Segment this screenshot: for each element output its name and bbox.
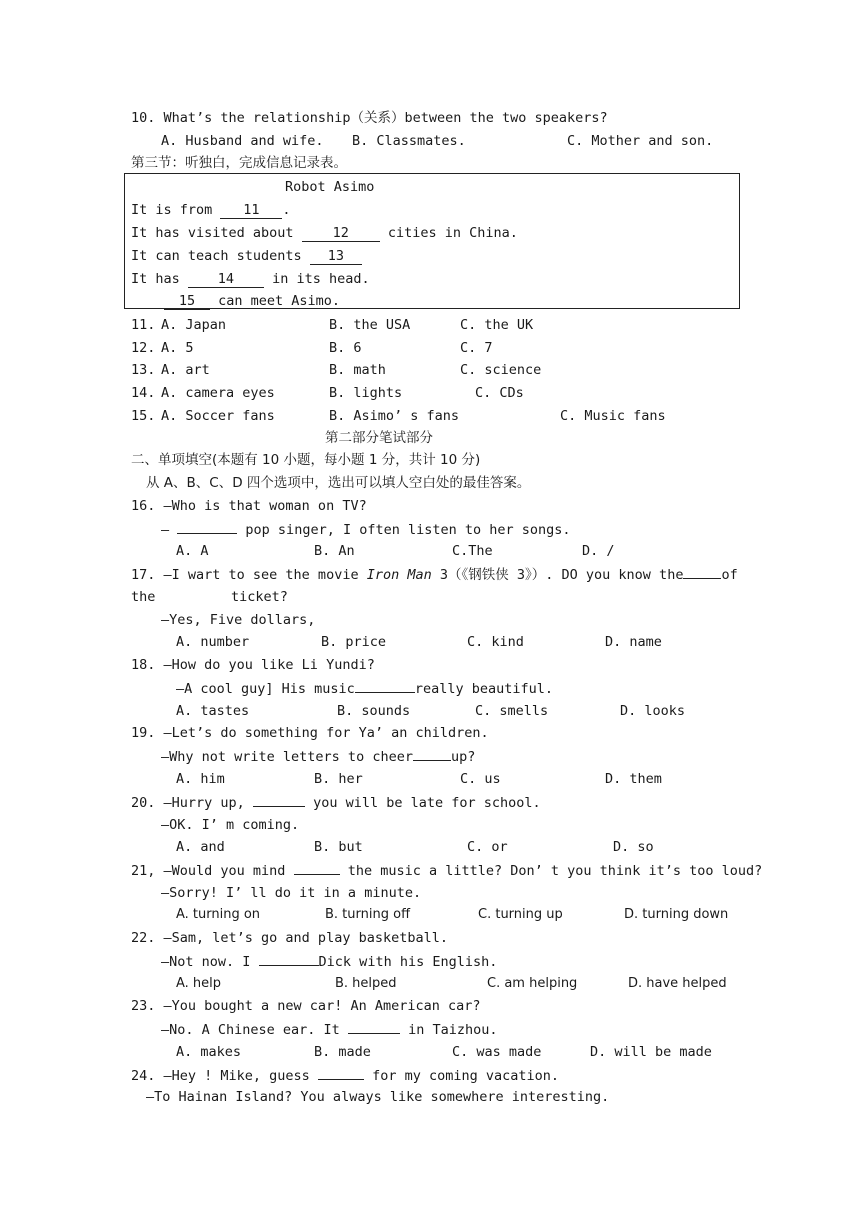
q22-option-a: A. help — [176, 976, 222, 991]
answer-option-a: A. Soccer fans — [161, 408, 275, 424]
q18-option-a: A. tastes — [176, 703, 250, 719]
q16-blank — [177, 521, 237, 534]
q22-line2: —Not now. I Dick with his English. — [161, 954, 498, 970]
q24-blank — [318, 1067, 364, 1080]
q17-line3: —Yes, Five dollars, — [161, 612, 316, 628]
q19-stem: 19. —Let’s do something for Ya’ an children. — [131, 725, 489, 741]
info-row-5: 15 can meet Asimo. — [164, 293, 340, 310]
q18-option-b: B. sounds — [337, 703, 411, 719]
q21-option-a: A. turning on — [176, 907, 261, 922]
q18-line2: —A cool guy] His music really beautiful. — [176, 681, 553, 697]
blank-15: 15 — [164, 294, 210, 310]
answer-option-a: A. 5 — [161, 340, 194, 356]
q19-line2: —Why not write letters to cheer up? — [161, 749, 476, 765]
q20-blank — [253, 794, 305, 807]
q20-option-d: D. so — [613, 839, 654, 855]
q16-option-c: C.The — [452, 543, 493, 559]
section-single-choice-title: 二、单项填空(本题有 10 小题，每小题 1 分，共计 10 分) — [131, 452, 481, 468]
answer-option-a: A. Japan — [161, 317, 227, 333]
part2-title: 第二部分笔试部分 — [325, 430, 433, 446]
blank-14: 14 — [188, 272, 264, 288]
q19-option-a: A. him — [176, 771, 225, 787]
answer-option-b: B. math — [329, 362, 386, 378]
info-table-title: Robot Asimo — [285, 179, 375, 195]
q21-stem: 21, —Would you mind the music a little? Don’ t you think it’s too loud? — [131, 863, 763, 879]
q23-blank — [348, 1021, 400, 1034]
q19-option-c: C. us — [460, 771, 501, 787]
q24-line2: —To Hainan Island? You always like somewhere interesting. — [146, 1089, 610, 1105]
q17-option-b: B. price — [321, 634, 387, 650]
answer-option-b: B. lights — [329, 385, 403, 401]
q23-option-b: B. made — [314, 1044, 371, 1060]
info-row-3: It can teach students 13 — [131, 248, 362, 265]
info-row-2: It has visited about 12 cities in China. — [131, 225, 518, 241]
q17-stem: 17. —I wart to see the movie Iron Man 3（《钢铁侠 3》）. DO you know the of — [131, 567, 738, 583]
q21-option-b: B. turning off — [325, 907, 411, 922]
q22-option-b: B. helped — [335, 976, 397, 991]
q21-blank — [294, 862, 340, 875]
section3-title: 第三节：听独白，完成信息记录表。 — [131, 155, 347, 171]
q17-movie-title: Iron Man — [366, 567, 432, 583]
q19-option-b: B. her — [314, 771, 363, 787]
q22-option-c: C. am helping — [487, 976, 578, 991]
q20-option-c: C. or — [467, 839, 508, 855]
q23-option-c: C. was made — [452, 1044, 542, 1060]
answer-number: 14. — [131, 385, 156, 401]
answer-option-c: C. 7 — [460, 340, 493, 356]
q16-line2: — pop singer, I often listen to her songs. — [161, 522, 571, 538]
q10-stem: 10. What’s the relationship（关系）between the two speakers? — [131, 110, 608, 126]
q20-stem: 20. —Hurry up, you will be late for school. — [131, 795, 541, 811]
q18-stem: 18. —How do you like Li Yundi? — [131, 657, 375, 673]
q18-blank — [355, 680, 415, 693]
q18-option-c: C. smells — [475, 703, 549, 719]
info-row-1: It is from 11 . — [131, 202, 291, 218]
q23-option-a: A. makes — [176, 1044, 242, 1060]
blank-13: 13 — [310, 249, 362, 265]
q17-option-a: A. number — [176, 634, 250, 650]
q19-option-d: D. them — [605, 771, 662, 787]
q17-line2-a: the — [131, 589, 156, 605]
answer-option-c: C. CDs — [475, 385, 524, 401]
q10-option-a: A. Husband and wife. — [161, 133, 324, 149]
q23-stem: 23. —You bought a new car! An American car? — [131, 998, 481, 1014]
answer-option-b: B. Asimo’ s fans — [329, 408, 460, 424]
answer-number: 15. — [131, 408, 156, 424]
answer-option-c: C. the UK — [460, 317, 534, 333]
answer-option-c: C. Music fans — [560, 408, 666, 424]
answer-option-c: C. science — [460, 362, 542, 378]
answer-option-a: A. camera eyes — [161, 385, 275, 401]
q23-option-d: D. will be made — [590, 1044, 712, 1060]
q21-option-d: D. turning down — [624, 907, 729, 922]
q16-option-d: D. / — [582, 543, 615, 559]
q17-line2-b: ticket? — [231, 589, 288, 605]
q18-option-d: D. looks — [620, 703, 686, 719]
answer-option-b: B. the USA — [329, 317, 411, 333]
q22-blank — [259, 953, 319, 966]
q19-blank — [413, 748, 451, 761]
answer-number: 13. — [131, 362, 156, 378]
q20-option-b: B. but — [314, 839, 363, 855]
answer-option-b: B. 6 — [329, 340, 362, 356]
q17-option-d: D. name — [605, 634, 662, 650]
section-single-choice-instructions: 从 A、B、C、D 四个选项中，选出可以填人空白处的最佳答案。 — [146, 475, 531, 491]
q16-option-a: A. A — [176, 543, 209, 559]
q23-line2: —No. A Chinese ear. It in Taizhou. — [161, 1022, 498, 1038]
blank-11: 11 — [220, 203, 282, 219]
blank-12: 12 — [302, 226, 380, 242]
q17-blank — [683, 566, 721, 579]
q21-option-c: C. turning up — [478, 907, 563, 922]
q17-option-c: C. kind — [467, 634, 524, 650]
q16-stem: 16. —Who is that woman on TV? — [131, 498, 367, 514]
q10-option-b: B. Classmates. — [352, 133, 466, 149]
q16-option-b: B. An — [314, 543, 355, 559]
answer-option-a: A. art — [161, 362, 210, 378]
q21-line2: —Sorry! I’ ll do it in a minute. — [161, 885, 422, 901]
q22-option-d: D. have helped — [628, 976, 727, 991]
q24-stem: 24. —Hey ! Mike, guess for my coming vacation. — [131, 1068, 560, 1084]
q10-option-c: C. Mother and son. — [567, 133, 714, 149]
info-row-4: It has 14 in its head. — [131, 271, 370, 287]
q22-stem: 22. —Sam, let’s go and play basketball. — [131, 930, 448, 946]
answer-number: 11. — [131, 317, 156, 333]
q20-line2: —OK. I’ m coming. — [161, 817, 300, 833]
q20-option-a: A. and — [176, 839, 225, 855]
answer-number: 12. — [131, 340, 156, 356]
